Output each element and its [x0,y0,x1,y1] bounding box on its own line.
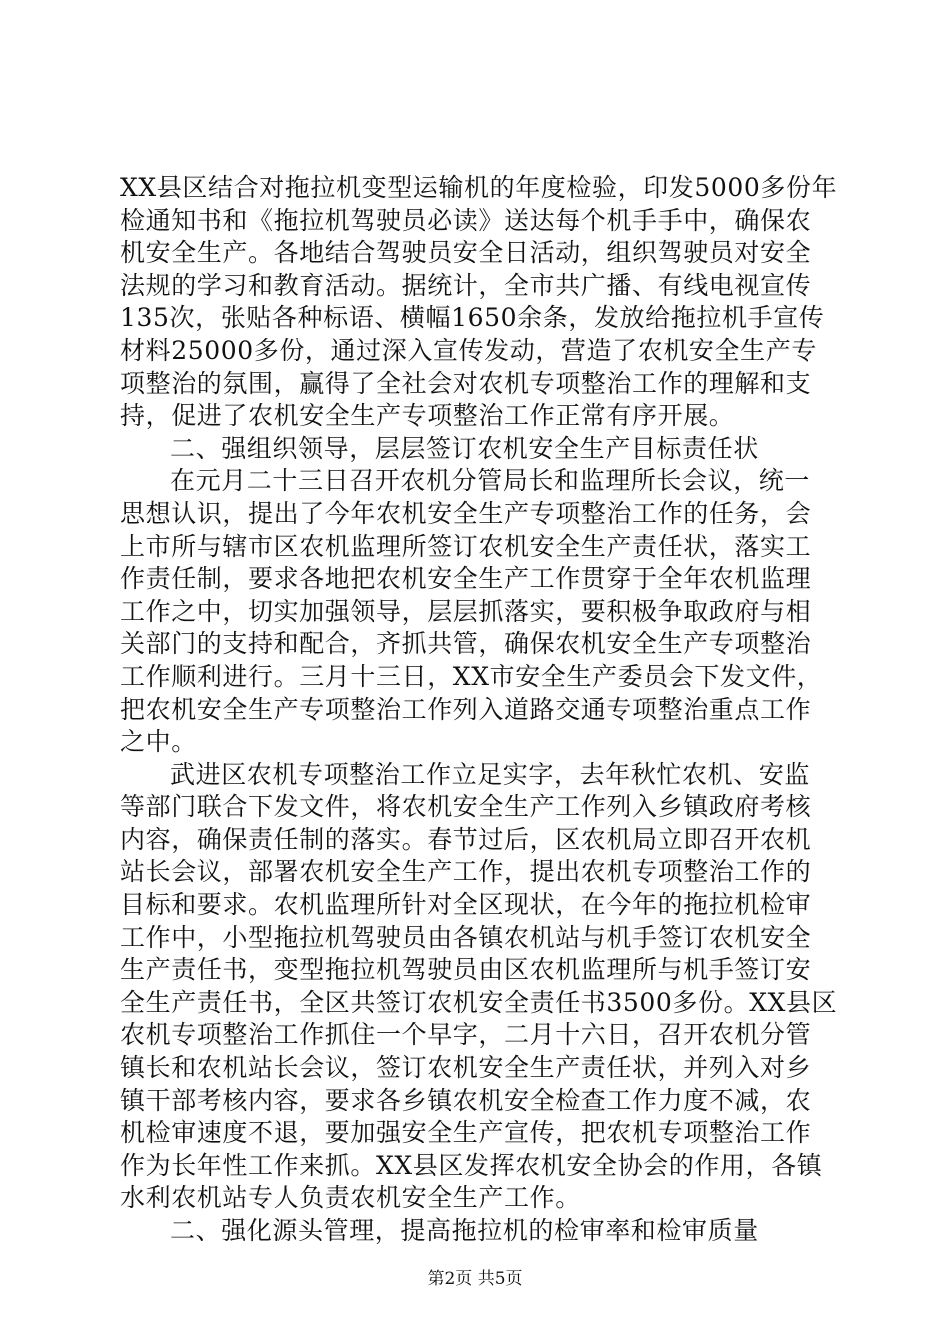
page-number-footer: 第2页 共5页 [427,1269,523,1289]
text-line: 全生产责任书，全区共签订农机安全责任书3500多份。XX县区 [120,987,838,1017]
text-line: 机检审速度不退，要加强安全生产宣传，把农机专项整治工作 [120,1118,812,1148]
text-line: 镇长和农机站长会议，签订农机安全生产责任状，并列入对乡 [120,1053,812,1083]
text-line: 关部门的支持和配合，齐抓共管，确保农机安全生产专项整治 [120,629,812,659]
text-line: 作责任制，要求各地把农机安全生产工作贯穿于全年农机监理 [120,564,812,594]
text-line: 上市所与辖市区农机监理所签订农机安全生产责任状，落实工 [120,531,812,561]
text-line: 之中。 [120,727,197,757]
text-line: 持，促进了农机安全生产专项整治工作正常有序开展。 [120,401,735,431]
text-line: XX县区结合对拖拉机变型运输机的年度检验，印发5000多份年 [120,173,838,202]
text-line: 思想认识，提出了今年农机安全生产专项整治工作的任务，会 [120,498,812,528]
document-body [120,172,840,1248]
text-line: 材料25000多份，通过深入宣传发动，营造了农机安全生产专 [120,335,817,365]
text-line: 检通知书和《拖拉机驾驶员必读》送达每个机手手中，确保农 [120,205,812,235]
text-line: 生产责任书，变型拖拉机驾驶员由区农机监理所与机手签订安 [120,955,812,985]
text-line: 135次，张贴各种标语、横幅1650余条，发放给拖拉机手宣传 [120,303,825,333]
text-line: 水利农机站专人负责农机安全生产工作。 [120,1183,581,1213]
text-line: 把农机安全生产专项整治工作列入道路交通专项整治重点工作 [120,694,812,724]
text-line: 武进区农机专项整治工作立足实字，去年秋忙农机、安监 [170,759,811,789]
text-line: 等部门联合下发文件，将农机安全生产工作列入乡镇政府考核 [120,792,812,822]
text-line: 镇干部考核内容，要求各乡镇农机安全检查工作力度不减，农 [120,1085,812,1115]
text-line: 工作之中，切实加强领导，层层抓落实，要积极争取政府与相 [120,596,812,626]
text-line: 机安全生产。各地结合驾驶员安全日活动，组织驾驶员对安全 [120,238,812,268]
section-heading: 二、强组织领导，层层签订农机安全生产目标责任状 [170,433,759,463]
section-heading: 二、强化源头管理，提高拖拉机的检审率和检审质量 [170,1216,759,1245]
text-line: 站长会议，部署农机安全生产工作，提出农机专项整治工作的 [120,857,812,887]
text-line: 项整治的氛围，赢得了全社会对农机专项整治工作的理解和支 [120,368,812,398]
text-line: 在元月二十三日召开农机分管局长和监理所长会议，统一 [170,466,811,496]
text-line: 作为长年性工作来抓。XX县区发挥农机安全协会的作用，各镇 [120,1150,823,1180]
text-line: 内容，确保责任制的落实。春节过后，区农机局立即召开农机 [120,824,812,854]
text-line: 目标和要求。农机监理所针对全区现状，在今年的拖拉机检审 [120,890,812,920]
text-line: 工作顺利进行。三月十三日，XX市安全生产委员会下发文件， [120,661,823,691]
text-line: 农机专项整治工作抓住一个早字，二月十六日，召开农机分管 [120,1020,812,1050]
text-line: 工作中，小型拖拉机驾驶员由各镇农机站与机手签订农机安全 [120,922,812,952]
text-line: 法规的学习和教育活动。据统计，全市共广播、有线电视宣传 [120,270,812,300]
